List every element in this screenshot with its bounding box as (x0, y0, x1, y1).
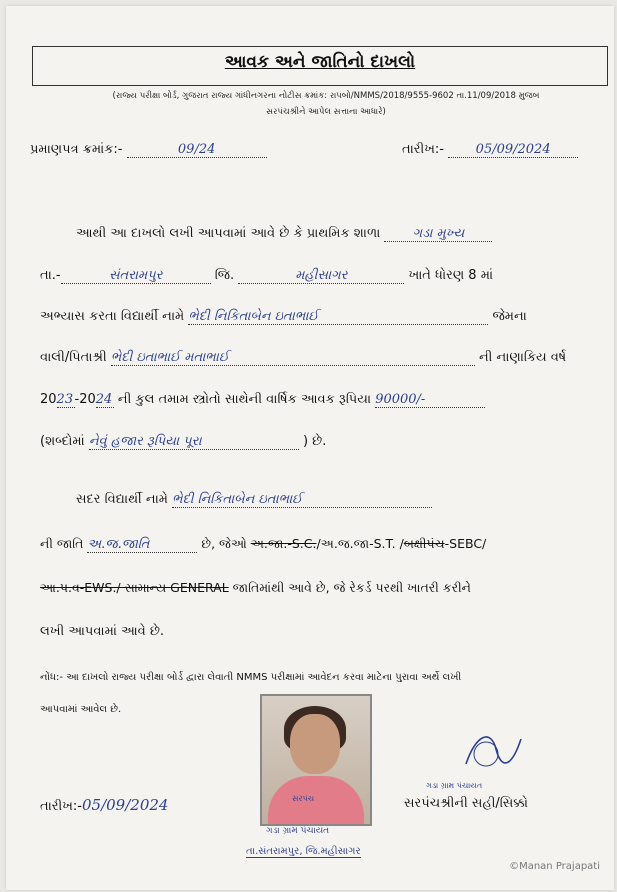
photo-stamp: સરપંચ (292, 794, 315, 803)
certificate-paper (6, 6, 614, 890)
caste-value: અ.જ.જાતિ (87, 537, 150, 552)
signature-label: સરપંચશ્રીની સહી/સિક્કો (404, 796, 528, 811)
subnote-line-2: સરપંચશ્રીને આપેલ સત્તાના આધારે) (266, 107, 386, 117)
fin-year-text: ની નાણાકિય વર્ષ (478, 350, 567, 365)
year-end-field (96, 392, 114, 408)
sign-stamp-line: ગડા ગ્રામ પંચાયત (426, 781, 483, 790)
date-field (448, 142, 578, 158)
cert-number-field (127, 142, 267, 158)
guardian-row (40, 350, 566, 366)
para1-text: આથી આ દાખલો લખી આપવામાં આવે છે કે પ્રાથમિક શાળા (76, 226, 381, 241)
sc-struck: અ.જા.-S.C. (250, 536, 317, 551)
date-label: તારીખ:- (402, 142, 444, 157)
subnote-line-1: (રાજ્ય પરીક્ષા બોર્ડ, ગુજરાત રાજ્ય ગાંધીનગરના નોટીસ ક્રમાંક: રાપબો/NMMS/2018/9555-9602 તા.11/09/2018 મુજબ (112, 91, 540, 101)
words-end: ) છે. (302, 434, 327, 449)
student-row (40, 309, 527, 325)
st-text: /અ.જ.જા-S.T. / (316, 536, 404, 551)
caste-label: ની જાતિ (40, 536, 84, 551)
year-end-value: 24 (95, 392, 113, 407)
guardian-name-field (111, 350, 475, 366)
note-line-2: આપવામાં આવેલ છે. (40, 704, 122, 715)
said-student-row (76, 492, 432, 508)
caste-mid: છે, જેઓ (201, 536, 247, 551)
closing-text: લખી આપવામાં આવે છે. (40, 624, 165, 639)
words-field (89, 434, 299, 450)
words-value: નેવું હજાર રૂપિયા પૂરા (88, 434, 202, 449)
student-name-2-field (172, 492, 432, 508)
studying-text: અભ્યાસ કરતા વિદ્યાર્થી નામે (40, 309, 185, 324)
guardian-label: વાલી/પિતાશ્રી (40, 350, 107, 365)
sebc-rest: -SEBC/ (444, 536, 487, 551)
ews-struck: આ.પ.વ-EWS./ સામાન્ય GENERAL (40, 580, 229, 595)
taluka-label: તા.- (40, 268, 61, 283)
line-end-text: જાતિમાંથી આવે છે, જે રેકર્ડ પરથી ખાતરી કરીને (232, 580, 471, 595)
taluka-value: સંતરામપુર (108, 268, 163, 283)
closing-row (40, 624, 164, 639)
signature-scribble (456, 724, 526, 774)
year-start-field (57, 392, 75, 408)
guardian-name-value: ભેદી ઇતાભાઈ મતાભાઈ (110, 350, 229, 365)
stamp-taluka: તા.સંતરામપુર, જિ.મહીસાગર (246, 846, 361, 857)
taluka-field (61, 268, 211, 284)
year-separator: -20 (74, 392, 96, 407)
words-label: (શબ્દોમાં (40, 434, 85, 449)
student-name-2-value: ભેદી નિકિતાબેન ઇતાભાઈ (172, 492, 303, 507)
income-text: ની કુલ તમામ સ્ત્રોતો સાથેની વાર્ષિક આવક રૂપિયા (117, 392, 372, 407)
stamp-panchayat: ગડા ગ્રામ પંચાયત (266, 826, 330, 836)
caste-row (40, 536, 486, 553)
note-line-1: નોંધ:- આ દાખલો રાજ્ય પરીક્ષા બોર્ડ દ્વારા લેવાતી NMMS પરીક્ષામાં આવેદન કરવા માટેના પુરાવા અર્થે લખી (40, 672, 462, 683)
document-title: આવક અને જાતિનો દાખલો (224, 52, 416, 72)
std-text: ખાતે ધોરણ 8 માં (408, 268, 494, 283)
income-row (40, 392, 485, 408)
caste-field (87, 536, 197, 553)
district-field (238, 268, 404, 284)
bottom-date-value: 05/09/2024 (82, 796, 169, 814)
district-label: જિ. (214, 268, 235, 283)
student-photo (260, 694, 372, 826)
income-field (375, 392, 485, 408)
whose-text: જેમના (492, 309, 527, 324)
school-value: ગડા મુખ્ય (412, 226, 465, 241)
cert-number-value: 09/24 (177, 142, 216, 157)
date-row (402, 142, 578, 158)
cert-number-row (30, 142, 267, 158)
watermark: ©Manan Prajapati (509, 861, 600, 872)
title-box (32, 46, 608, 86)
student-name-value: ભેદી નિકિતાબેન ઇતાભાઈ (188, 309, 319, 324)
words-row (40, 434, 326, 450)
para1-row (76, 226, 492, 242)
year-start-prefix: 20 (40, 392, 57, 407)
income-value: 90000/- (375, 392, 426, 407)
school-field (384, 226, 492, 242)
student-name-field (188, 309, 488, 325)
bottom-date-row (40, 796, 168, 814)
taluka-row (40, 268, 493, 284)
ews-row (40, 580, 471, 596)
cert-number-label: પ્રમાણપત્ર ક્રમાંક:- (30, 142, 123, 157)
sebc-struck: બક્ષીપંચ (403, 536, 445, 551)
date-value: 05/09/2024 (475, 142, 551, 157)
said-student-text: સદર વિદ્યાર્થી નામે (76, 492, 168, 507)
district-value: મહીસાગર (295, 268, 348, 283)
bottom-date-label: તારીખ:- (40, 799, 82, 814)
year-start-value: 23 (56, 392, 74, 407)
